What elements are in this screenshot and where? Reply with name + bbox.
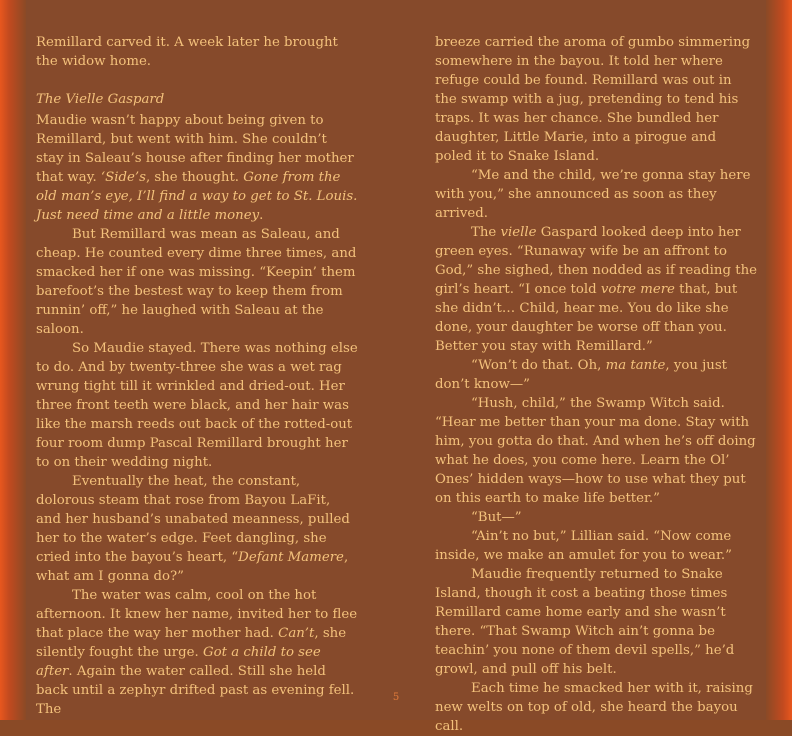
page-number: 5 [392,692,400,703]
paragraph: Remillard carved it. A week later he brought the widow home. [36,35,338,69]
paragraph: “Me and the child, we’re gonna stay here with you,” she announced as soon as they arrived. [435,168,751,221]
right-page-edge [766,0,792,720]
left-column [36,33,358,719]
paragraph: Eventually the heat, the constant, dolorous steam that rose from Bayou LaFit, and her husband’s unabated meanness, pulled her to the water’s edge. Feet dangling, she cried into the bayou’s heart, “Defant Mamere, what am I gonna do?” [36,474,350,584]
paragraph: Maudie wasn’t happy about being given to Remillard, but went with him. She couldn’t stay in Saleau’s house after finding her mother that way. ‘Side’s, she thought. Gone from the old man’s eye, I’ll find a way to get to St. Louis. Just need time and a little money. [36,113,358,223]
paragraph: “But—” [471,510,522,525]
section-heading: The Vielle Gaspard [36,92,165,107]
paragraph: But Remillard was mean as Saleau, and cheap. He counted every dime three times, and smacked her if one was missing. “Keepin’ them barefoot’s the bestest way to keep them from runnin’ off,” he laughed with Saleau at the saloon. [36,227,357,337]
left-page-edge [0,0,26,720]
paragraph: breeze carried the aroma of gumbo simmering somewhere in the bayou. It told her where refuge could be found. Remillard was out in the swamp with a jug, pretending to tend his traps. It was her chance. She bundled her daughter, Little Marie, into a pirogue and poled it to Snake Island. [435,35,751,164]
right-column [435,33,757,736]
paragraph: So Maudie stayed. There was nothing else to do. And by twenty-three she was a wet rag wrung tight till it wrinkled and dried-out. Her three front teeth were black, and her hair was like the marsh reeds out back of the rotted-out four room dump Pascal Remillard brought her to on their wedding night. [36,341,358,470]
paragraph: “Ain’t no but,” Lillian said. “Now come inside, we make an amulet for you to wear.” [435,529,732,563]
paragraph: The vielle Gaspard looked deep into her green eyes. “Runaway wife be an affront to God,” she sighed, then nodded as if reading the girl’s heart. “I once told votre mere that, but she didn’t… Child, hear me. You do like she done, your daughter be worse off than you. Better you stay with Remillard.” [435,225,758,354]
paragraph: “Hush, child,” the Swamp Witch said. “Hear me better than your ma done. Stay with him, you gotta do that. And when he’s off doing what he does, you come here. Learn the Ol’ Ones’ hidden ways—how to use what they put on this earth to make life better.” [435,396,756,506]
paragraph: Each time he smacked her with it, raising new welts on top of old, she heard the bayou call. [435,681,753,734]
paragraph: The water was calm, cool on the hot afternoon. It knew her name, invited her to flee that place the way her mother had. Can’t, she silently fought the urge. Got a child to see after. Again the water called. Still she held back until a zephyr drifted past as evening fell. The [36,588,358,717]
paragraph: Maudie frequently returned to Snake Island, though it cost a beating those times Remillard came home early and she wasn’t there. “That Swamp Witch ain’t gonna be teachin’ you none of them devil spells,” he’d growl, and pull off his belt. [435,567,735,677]
paragraph: “Won’t do that. Oh, ma tante, you just don’t know—” [435,358,728,392]
